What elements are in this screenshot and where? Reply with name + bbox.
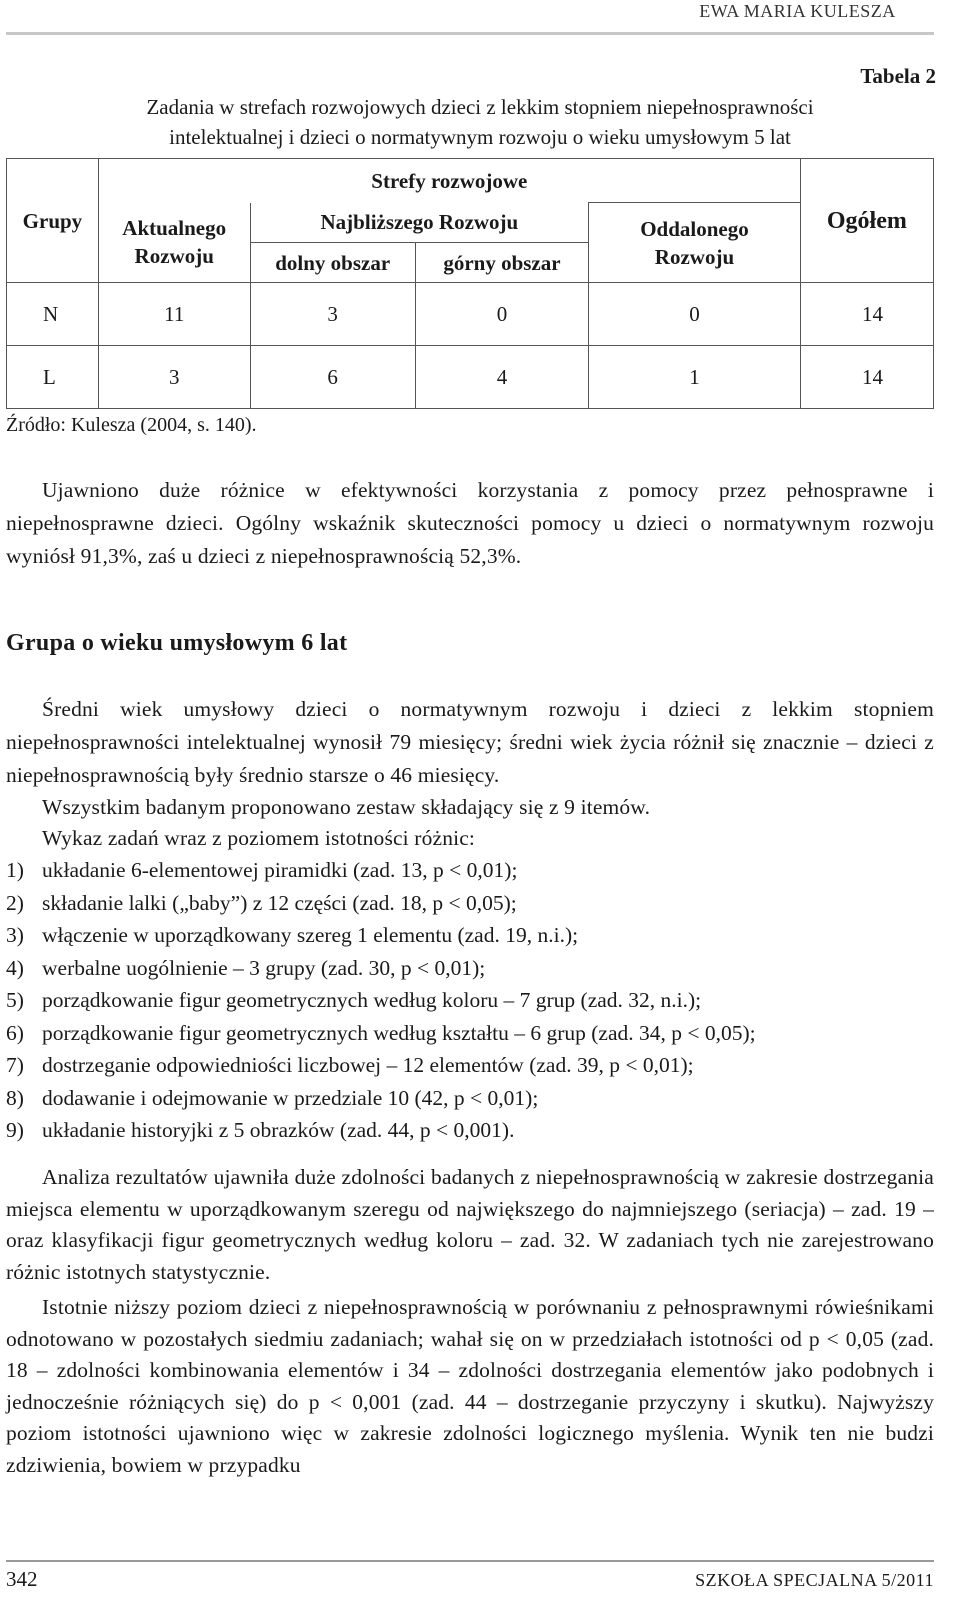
- header-najblizszego: Najbliższego Rozwoju: [250, 203, 589, 243]
- paragraph-1-text: Ujawniono duże różnice w efektywności korzystania z pomocy przez pełnosprawne i niepełnosprawne dzieci. Ogólny wskaźnik skuteczności pomocy u dzieci o normatywnym rozwoju wyniósł 91,3%, zaś u dzieci z niepełnosprawnością 52,3%.: [6, 478, 934, 568]
- list-item-number: 3): [6, 923, 24, 947]
- paragraph-3: [6, 791, 934, 824]
- list-item: [6, 1049, 934, 1082]
- list-item-text: układanie 6-elementowej piramidki (zad. 13, p < 0,01);: [42, 858, 518, 882]
- list-item: [6, 1114, 934, 1147]
- paragraph-2-text: Średni wiek umysłowy dzieci o normatywnym rozwoju i dzieci z lekkim stopniem niepełnosprawności intelektualnej wynosił 79 miesięcy; średni wiek życia różnił się znacznie – dzieci z niepełnosprawnością były średnio starsze o 46 miesięcy.: [6, 697, 934, 787]
- cell-oddalonego: 0: [589, 283, 801, 346]
- paragraph-3-text: Wszystkim badanym proponowano zestaw składający się z 9 itemów.: [42, 795, 651, 819]
- header-gorny-obszar: górny obszar: [415, 243, 588, 283]
- list-item-number: 6): [6, 1020, 24, 1045]
- list-item: [6, 984, 934, 1017]
- section-heading: Grupa o wieku umysłowym 6 lat: [6, 630, 348, 656]
- zones-table: [6, 158, 934, 409]
- list-item-number: 7): [6, 1053, 24, 1077]
- cell-dolny: 3: [250, 283, 415, 346]
- running-head: [0, 0, 940, 26]
- paragraph-6-text: Istotnie niższy poziom dzieci z niepełnosprawnością w porównaniu z pełnosprawnymi rówieśnikami odnotowano w pozostałych siedmiu zadaniach; wahał się on w przedziałach istotności od p < 0,05 (zad. 18 – zdolności kombinowania elementów i 34 – zdolności dostrzegania elementów jako podobnych i jednocześnie różniących się) do p < 0,001 (zad. 44 – dostrzeganie przyczyny i skutku). Najwyższy poziom istotności ujawniono więc w zakresie zdolności logicznego myślenia. Wynik ten nie budzi zdziwienia, bowiem w przypadku: [6, 1295, 934, 1477]
- list-item: [6, 919, 934, 952]
- footer-rule: [6, 1560, 934, 1562]
- list-item-text: porządkowanie figur geometrycznych według koloru – 7 grup (zad. 32, n.i.);: [42, 988, 702, 1012]
- cell-ogolem: 14: [800, 346, 933, 409]
- list-item-text: dostrzeganie odpowiedniości liczbowej – 12 elementów (zad. 39, p < 0,01);: [42, 1053, 694, 1077]
- paragraph-4: [6, 822, 934, 855]
- paragraph-2: [6, 693, 934, 792]
- header-ogolem: Ogółem: [800, 159, 933, 283]
- list-item: [6, 854, 934, 887]
- header-aktualnego-text: Aktualnego Rozwoju: [122, 216, 227, 269]
- page-number: 342: [6, 1567, 38, 1591]
- cell-dolny: 6: [250, 346, 415, 409]
- cell-aktualnego: 11: [98, 283, 250, 346]
- journal-title: SZKOŁA SPECJALNA 5/2011: [695, 1570, 934, 1590]
- header-dolny-obszar: dolny obszar: [250, 243, 415, 283]
- paragraph-5-text: Analiza rezultatów ujawniła duże zdolności badanych z niepełnosprawnością w zakresie dostrzegania miejsca elementu w uporządkowanym szeregu od największego do najmniejszego (seriacja) – zad. 19 – oraz klasyfikacji figur geometrycznych według koloru – zad. 32. W zadaniach tych nie zarejestrowano różnic istotnych statystycznie.: [6, 1165, 934, 1284]
- header-oddalonego: [589, 203, 801, 283]
- list-item-text: układanie historyjki z 5 obrazków (zad. 44, p < 0,001).: [42, 1118, 515, 1142]
- table-label: Tabela 2: [860, 64, 936, 88]
- table-row-n: [7, 283, 934, 346]
- list-item: [6, 1017, 934, 1050]
- cell-gorny: 0: [415, 283, 588, 346]
- cell-aktualnego: 3: [98, 346, 250, 409]
- cell-oddalonego: 1: [589, 346, 801, 409]
- caption-line-1: Zadania w strefach rozwojowych dzieci z lekkim stopniem niepełnosprawności: [146, 95, 814, 119]
- paragraph-6: [6, 1292, 934, 1481]
- task-list: [6, 854, 934, 1147]
- header-strefy: Strefy rozwojowe: [98, 159, 800, 203]
- header-aktualnego: [98, 203, 250, 283]
- table-caption: [20, 92, 940, 152]
- author-name: EWA MARIA KULESZA: [699, 1, 896, 21]
- header-grupy: Grupy: [7, 159, 99, 283]
- list-item-number: 4): [6, 955, 24, 980]
- table-row-l: [7, 346, 934, 409]
- paragraph-4-text: Wykaz zadań wraz z poziomem istotności różnic:: [42, 826, 476, 850]
- header-rule: [6, 32, 934, 35]
- paragraph-1: [6, 474, 934, 573]
- list-item-number: 5): [6, 988, 24, 1012]
- table-source: Źródło: Kulesza (2004, s. 140).: [6, 414, 257, 436]
- header-oddalonego-text: Oddalonego Rozwoju: [640, 216, 749, 269]
- list-item-number: 9): [6, 1118, 24, 1142]
- list-item-number: 1): [6, 858, 24, 882]
- cell-group: L: [7, 346, 99, 409]
- list-item: [6, 952, 934, 985]
- list-item-text: porządkowanie figur geometrycznych według kształtu – 6 grup (zad. 34, p < 0,05);: [42, 1020, 756, 1045]
- list-item-text: dodawanie i odejmowanie w przedziale 10 (42, p < 0,01);: [42, 1085, 539, 1110]
- cell-group: N: [7, 283, 99, 346]
- paragraph-5: [6, 1162, 934, 1288]
- list-item: [6, 1082, 934, 1115]
- list-item-text: włączenie w uporządkowany szereg 1 elementu (zad. 19, n.i.);: [42, 923, 579, 947]
- caption-line-2: intelektualnej i dzieci o normatywnym rozwoju o wieku umysłowym 5 lat: [169, 125, 791, 149]
- cell-ogolem: 14: [800, 283, 933, 346]
- list-item-number: 2): [6, 890, 24, 915]
- list-item: [6, 887, 934, 920]
- list-item-text: składanie lalki („baby”) z 12 części (zad. 18, p < 0,05);: [42, 890, 517, 915]
- cell-gorny: 4: [415, 346, 588, 409]
- list-item-number: 8): [6, 1085, 24, 1110]
- list-item-text: werbalne uogólnienie – 3 grupy (zad. 30, p < 0,01);: [42, 955, 486, 980]
